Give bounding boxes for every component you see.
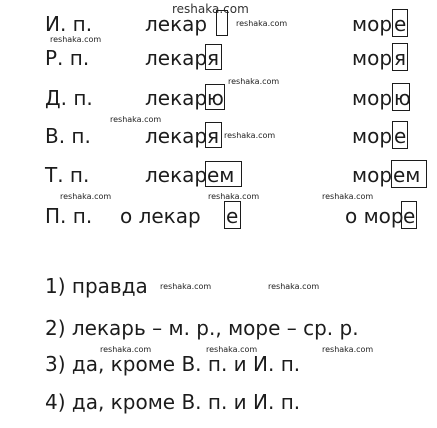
watermark: reshaka.com [50,35,102,44]
word-more-stem: мор [352,86,393,110]
ending-text: е [403,204,416,228]
word-more-stem: мор [352,163,393,187]
ending-text: е [226,204,239,228]
word-lekar-stem: лекар [145,12,208,36]
word-more-stem: мор [352,46,393,70]
case-label-dative: Д. п. [45,86,93,110]
watermark: reshaka.com [208,192,260,201]
case-label-genitive: Р. п. [45,46,90,70]
word-more-stem: мор [352,124,393,148]
ending-text: ем [207,163,235,187]
word-more-stem: о мор [345,204,404,228]
watermark: reshaka.com [236,19,288,28]
answer-3: 3) да, кроме В. п. и И. п. [45,352,301,376]
word-lekar-stem: о лекар [120,204,201,228]
word-lekar-stem: лекар [145,163,208,187]
answer-4: 4) да, кроме В. п. и И. п. [45,390,301,414]
watermark: reshaka.com [228,77,280,86]
watermark: reshaka.com [60,192,112,201]
answer-1: 1) правда [45,274,148,298]
word-more-stem: мор [352,12,393,36]
watermark: reshaka.com [224,131,276,140]
ending-text: е [394,12,407,36]
watermark-top: reshaka.com [172,2,249,16]
ending-text: я [394,46,407,70]
case-label-nominative: И. п. [45,12,93,36]
zero-ending-box [216,10,228,36]
word-lekar-stem: лекар [145,46,208,70]
case-label-prepositional: П. п. [45,204,93,228]
ending-text: е [394,124,407,148]
watermark: reshaka.com [322,345,374,354]
case-label-accusative: В. п. [45,124,91,148]
watermark: reshaka.com [206,345,258,354]
ending-text: ю [207,86,224,110]
watermark: reshaka.com [110,115,162,124]
watermark: reshaka.com [100,345,152,354]
watermark: reshaka.com [160,282,212,291]
ending-text: ем [393,163,421,187]
case-label-instrumental: Т. п. [45,163,90,187]
ending-text: я [207,124,220,148]
word-lekar-stem: лекар [145,124,208,148]
answer-2: 2) лекарь – м. р., море – ср. р. [45,316,359,340]
watermark: reshaka.com [268,282,320,291]
watermark: reshaka.com [322,192,374,201]
ending-text: я [207,46,220,70]
ending-text: ю [394,86,411,110]
word-lekar-stem: лекар [145,86,208,110]
